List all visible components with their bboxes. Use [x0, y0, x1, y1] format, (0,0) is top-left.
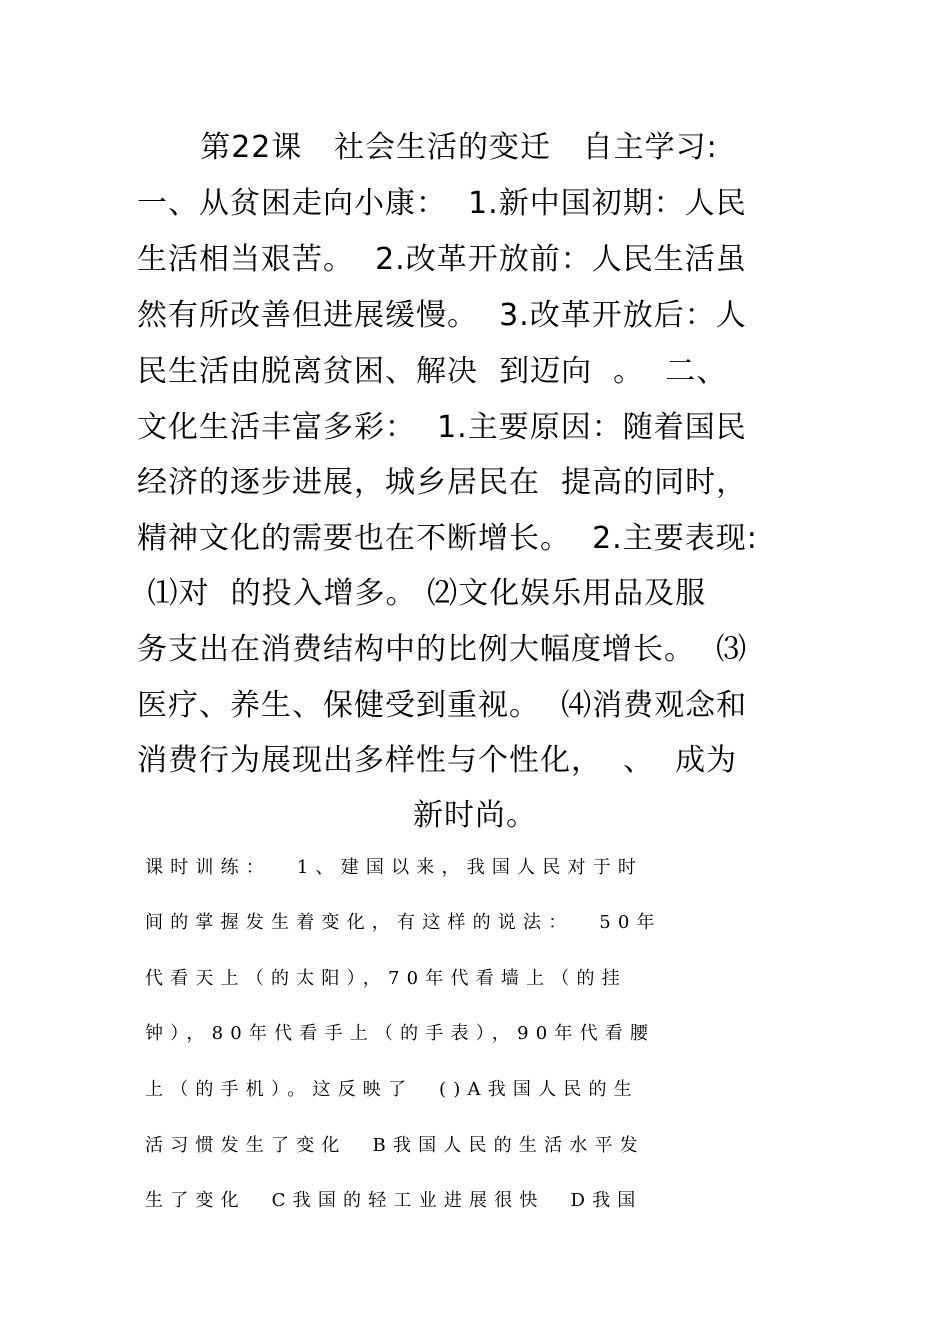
exercise-line: 生了变化 C我国的轻工业进展很快 D我国: [145, 1190, 643, 1211]
body-line: ⑴对 的投入增多。 ⑵文化娱乐用品及服: [137, 576, 707, 611]
exercise-line: 活习惯发生了变化 B我国人民的生活水平发: [145, 1135, 645, 1156]
body-line-centered: 新时尚。: [413, 798, 537, 833]
body-line: 然有所改善但进展缓慢。 3.改革开放后：人: [137, 298, 747, 333]
body-line: 医疗、养生、保健受到重视。 ⑷消费观念和: [137, 688, 748, 723]
exercise-line: 钟），80年代看手上（的手表），90年代看腰: [145, 1023, 656, 1044]
exercise-line: 课时训练： 1、建国以来，我国人民对于时: [145, 857, 644, 878]
body-line: 务支出在消费结构中的比例大幅度增长。 ⑶: [137, 632, 748, 667]
body-line: 民生活由脱离贫困、解决 到迈向 。 二、: [137, 354, 728, 389]
exercise-line: 上（的手机）。这反映了 ()A我国人民的生: [145, 1079, 639, 1100]
body-line: 精神文化的需要也在不断增长。 2.主要表现:: [137, 521, 758, 556]
body-line: 文化生活丰富多彩： 1.主要原因：随着国民: [137, 410, 747, 445]
body-line: 经济的逐步进展，城乡居民在 提高的同时，: [137, 465, 748, 500]
body-line: 生活相当艰苦。 2.改革开放前：人民生活虽: [137, 242, 747, 277]
body-line: 消费行为展现出多样性与个性化， 、 成为: [137, 743, 738, 778]
body-line: 一、从贫困走向小康： 1.新中国初期：人民: [137, 186, 747, 221]
lesson-title-line: 第22课 社会生活的变迁 自主学习:: [137, 130, 718, 165]
exercise-line: 代看天上（的太阳），70年代看墙上（的挂: [145, 968, 627, 989]
exercise-line: 间的掌握发生着变化，有这样的说法： 50年: [145, 912, 662, 933]
